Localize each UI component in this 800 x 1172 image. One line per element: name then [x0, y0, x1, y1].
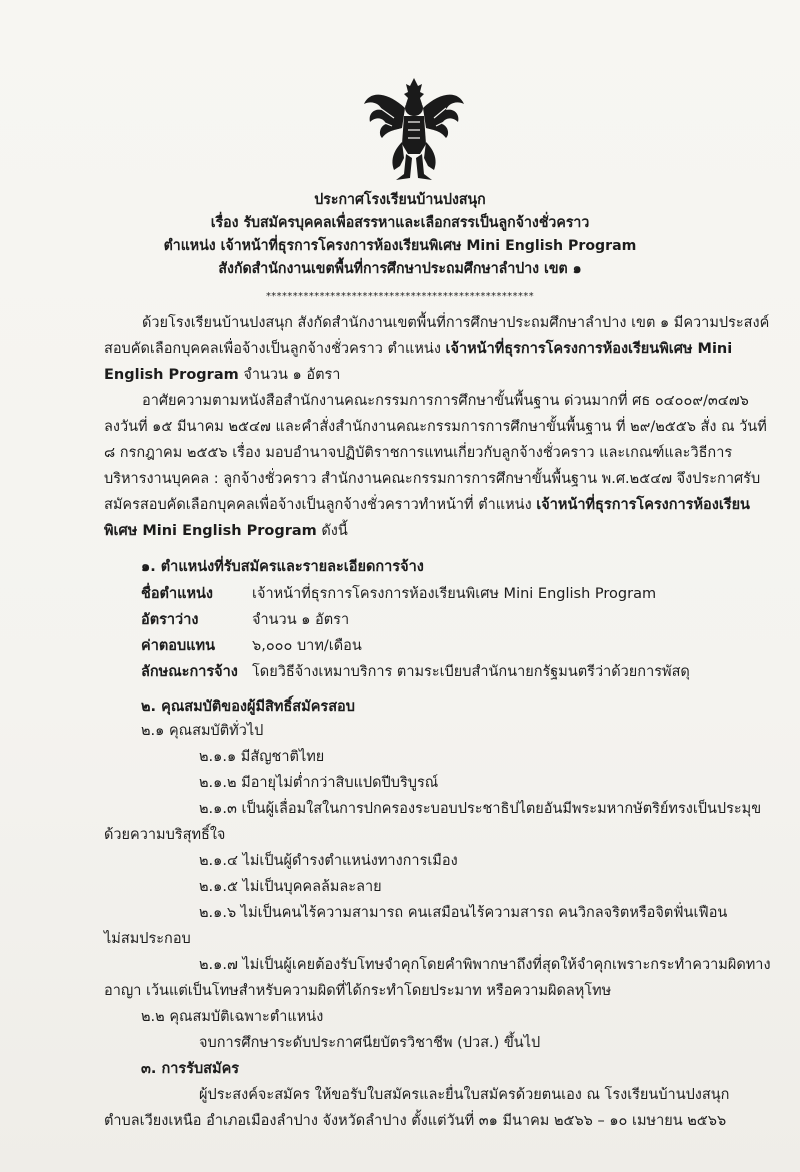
position-label: ชื่อตำแหน่ง [141, 586, 214, 602]
qualification-item-cont: ด้วยความบริสุทธิ์ใจ [104, 827, 226, 843]
employment-type-value: โดยวิธีจ้างเหมาบริการ ตามระเบียบสำนักนายกรัฐมนตรีว่าด้วยการพัสดุ [252, 664, 690, 680]
section2-sub2: ๒.๒ คุณสมบัติเฉพาะตำแหน่ง [141, 1009, 324, 1025]
intro-p2-line5 [104, 494, 750, 516]
qualification-item: ๒.๑.๖ ไม่เป็นคนไร้ความสามารถ คนเสมือนไร้ความสารถ คนวิกลจริตหรือจิตฟั่นเฟือน [199, 905, 728, 921]
qualification-item: ๒.๑.๑ มีสัญชาติไทย [199, 749, 325, 765]
section3-heading: ๓. การรับสมัคร [141, 1061, 240, 1077]
qualification-item: ๒.๑.๗ ไม่เป็นผู้เคยต้องรับโทษจำคุกโดยคำพิพากษาถึงที่สุดให้จำคุกเพราะกระทำความผิดทาง [199, 957, 771, 973]
announcement-position: ตำแหน่ง เจ้าหน้าที่ธุรการโครงการห้องเรียนพิเศษ Mini English Program [163, 238, 637, 254]
intro-p1-line3 [104, 364, 340, 386]
qualification-item: ๒.๑.๔ ไม่เป็นผู้ดำรงตำแหน่งทางการเมือง [199, 853, 458, 869]
qualification-item-cont: ไม่สมประกอบ [104, 931, 191, 947]
intro-p1-line3-text: จำนวน ๑ อัตรา [238, 367, 341, 383]
intro-p2-line2: ลงวันที่ ๑๕ มีนาคม ๒๕๔๗ และคำสั่งสำนักงานคณะกรรมการการศึกษาขั้นพื้นฐาน ที่ ๒๙/๒๕๕๖ สั่ง ณ วันที่ [104, 419, 767, 435]
intro-p2-line3: ๘ กรกฎาคม ๒๕๕๖ เรื่อง มอบอำนาจปฏิบัติราชการแทนเกี่ยวกับลูกจ้างชั่วคราว และเกณฑ์และวิธีการ [104, 445, 733, 461]
intro-p2-line1: อาศัยความตามหนังสือสำนักงานคณะกรรมการการศึกษาขั้นพื้นฐาน ด่วนมากที่ ศธ ๐๔๐๐๙/๓๔๗๖ [142, 393, 749, 409]
intro-p1-line3-bold: English Program [104, 367, 239, 383]
intro-p1-line2 [104, 338, 732, 360]
qualification-item-cont: อาญา เว้นแต่เป็นโทษสำหรับความผิดที่ได้กระทำโดยประมาท หรือความผิดลหุโทษ [104, 983, 612, 999]
announcement-subject: เรื่อง รับสมัครบุคคลเพื่อสรรหาและเลือกสรรเป็นลูกจ้างชั่วคราว [210, 215, 590, 231]
intro-p2-line6-bold: พิเศษ Mini English Program [104, 523, 317, 539]
section1-heading: ๑. ตำแหน่งที่รับสมัครและรายละเอียดการจ้าง [141, 559, 424, 575]
employment-type-label: ลักษณะการจ้าง [141, 664, 238, 680]
application-line1: ผู้ประสงค์จะสมัคร ให้ขอรับใบสมัครและยื่นใบสมัครด้วยตนเอง ณ โรงเรียนบ้านปงสนุก [199, 1087, 730, 1103]
application-line2: ตำบลเวียงเหนือ อำเภอเมืองลำปาง จังหวัดลำปาง ตั้งแต่วันที่ ๓๑ มีนาคม ๒๕๖๖ – ๑๐ เมษายน ๒๕๖๖ [104, 1113, 727, 1129]
vacancy-label: อัตราว่าง [141, 612, 199, 628]
intro-p2-line5-bold: เจ้าหน้าที่ธุรการโครงการห้องเรียน [536, 497, 750, 513]
vacancy-value: จำนวน ๑ อัตรา [252, 612, 350, 628]
qualification-item: ๒.๑.๓ เป็นผู้เลื่อมใสในการปกครองระบอบประชาธิปไตยอันมีพระมหากษัตริย์ทรงเป็นประมุข [199, 801, 762, 817]
intro-p1-line2-text: สอบคัดเลือกบุคคลเพื่อจ้างเป็นลูกจ้างชั่วคราว ตำแหน่ง [104, 341, 446, 357]
specific-qualification: จบการศึกษาระดับประกาศนียบัตรวิชาชีพ (ปวส.) ขึ้นไป [199, 1035, 541, 1051]
qualification-item: ๒.๑.๕ ไม่เป็นบุคคลล้มละลาย [199, 879, 382, 895]
section2-sub1: ๒.๑ คุณสมบัติทั่วไป [141, 723, 264, 739]
garuda-emblem-icon [360, 74, 468, 184]
intro-p2-line6-text: ดังนี้ [316, 523, 348, 539]
intro-p2-line6 [104, 520, 348, 542]
star-separator: ************************************************** [265, 291, 535, 302]
section2-heading: ๒. คุณสมบัติของผู้มีสิทธิ์สมัครสอบ [141, 699, 355, 715]
intro-p1-line1: ด้วยโรงเรียนบ้านปงสนุก สังกัดสำนักงานเขตพื้นที่การศึกษาประถมศึกษาลำปาง เขต ๑ มีความประสงค์ [142, 315, 770, 331]
intro-p2-line4: บริหารงานบุคคล : ลูกจ้างชั่วคราว สำนักงานคณะกรรมการการศึกษาขั้นพื้นฐาน พ.ศ.๒๕๔๗ จึงประกาศรับ [104, 471, 761, 487]
intro-p1-line2-bold: เจ้าหน้าที่ธุรการโครงการห้องเรียนพิเศษ Mini [445, 341, 733, 357]
pay-value: ๖,๐๐๐ บาท/เดือน [252, 638, 362, 654]
qualification-item: ๒.๑.๒ มีอายุไม่ต่ำกว่าสิบแปดปีบริบูรณ์ [199, 775, 439, 791]
intro-p2-line5-text: สมัครสอบคัดเลือกบุคคลเพื่อจ้างเป็นลูกจ้างชั่วคราวทำหน้าที่ ตำแหน่ง [104, 497, 537, 513]
pay-label: ค่าตอบแทน [141, 638, 215, 654]
position-value: เจ้าหน้าที่ธุรการโครงการห้องเรียนพิเศษ Mini English Program [252, 586, 657, 602]
announcement-affiliation: สังกัดสำนักงานเขตพื้นที่การศึกษาประถมศึกษาลำปาง เขต ๑ [218, 261, 582, 277]
announcement-title: ประกาศโรงเรียนบ้านปงสนุก [314, 192, 486, 208]
